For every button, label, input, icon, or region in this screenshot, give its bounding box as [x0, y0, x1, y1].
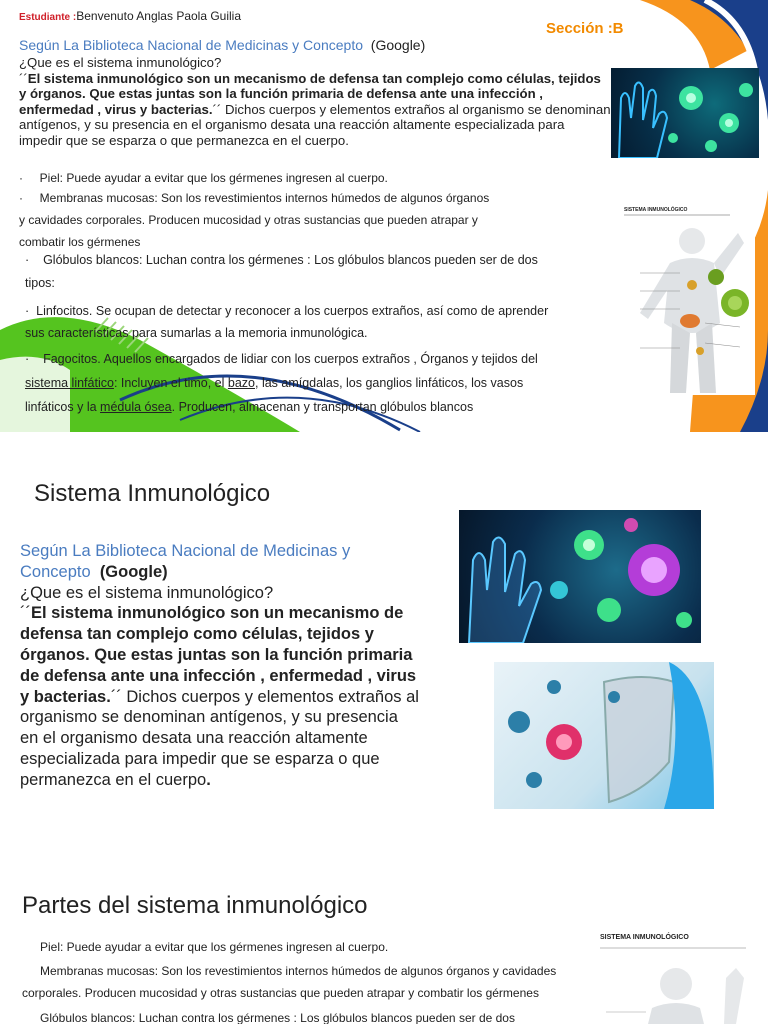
membranas-text-1: Membranas mucosas: Son los revestimientos internos húmedos de algunos órganos y cavidades [40, 964, 557, 978]
virus-image [459, 510, 701, 643]
slide-2-text [20, 541, 420, 791]
bullet-dot: · [19, 191, 23, 205]
body-illustration [596, 928, 756, 1024]
virus-illustration [611, 68, 759, 158]
slide-3-title: Partes del sistema inmunológico [22, 892, 368, 919]
membranas-text-1: Membranas mucosas: Son los revestimientos internos húmedos de algunos órganos [39, 191, 490, 205]
fagocitos-line-3 [25, 400, 473, 414]
fagocitos-text-1: Fagocitos. Aquellos encargados de lidiar con los cuerpos extraños , Órganos y tejidos del [43, 352, 538, 366]
fagocitos-text-3b: . Producen, almacenan y transportan glóbulos blancos [171, 400, 474, 414]
virus-image [611, 68, 759, 158]
student-label: Estudiante : [19, 12, 77, 23]
bullet-linfocitos [25, 304, 548, 318]
bullet-dot: · [25, 253, 30, 267]
source-google: (Google) [99, 562, 168, 581]
fagocitos-text-2a: : Incluyen el timo, el [113, 376, 225, 390]
piel-text: Piel: Puede ayudar a evitar que los gérmenes ingresen al cuerpo. [39, 171, 388, 185]
membranas-text-2: corporales. Producen mucosidad y otras sustancias que pueden atrapar y combatir los gérmenes [22, 986, 539, 1000]
fagocitos-text-3a: linfáticos y la [25, 400, 97, 414]
bullet-dot: · [25, 304, 30, 318]
linfocitos-text-1: Linfocitos. Se ocupan de detectar y reconocer a los cuerpos extraños, así como de aprender [36, 304, 549, 318]
source-link[interactable]: Según La Biblioteca Nacional de Medicinas y Concepto [19, 37, 363, 53]
membranas-text-2: y cavidades corporales. Producen mucosidad y otras sustancias que pueden atrapar y [19, 213, 478, 227]
definition-bold: El sistema inmunológico son un mecanismo de defensa tan complejo como células, tejidos y órganos. Que estas juntas son la función primaria de defensa ante una infección , enfermedad , virus y bacterias. [19, 70, 601, 117]
definition-rest: ´´ Dichos cuerpos y elementos extraños al organismo se denominan antígenos, y su presencia en el organismo desata una reacción altamente especializada para impedir que se esparza o que permanezca en el cuerpo. [19, 101, 611, 148]
bullet-dot: · [25, 352, 30, 366]
definition-block [19, 55, 611, 148]
slide-1 [0, 0, 768, 432]
fagocitos-text-2b: , las amígdalas, los ganglios linfáticos, los vasos [255, 376, 524, 390]
sistema-linfatico-link[interactable]: sistema linfático [25, 376, 114, 390]
source-link[interactable]: Según La Biblioteca Nacional de Medicinas y Concepto [20, 542, 351, 581]
diagram-title: SISTEMA INMUNOLÓGICO [624, 207, 688, 213]
source-line [19, 37, 425, 53]
quote-open: ´´ [19, 70, 28, 86]
bullet-membranas [19, 191, 489, 205]
bullet-globulos [25, 253, 538, 267]
linfocitos-text-2: sus características para sumarlas a la memoria inmunológica. [25, 326, 368, 340]
question: ¿Que es el sistema inmunológico? [20, 583, 274, 602]
section-label: Sección :B [546, 20, 624, 37]
virus-illustration [459, 510, 701, 643]
membranas-text-3: combatir los gérmenes [19, 235, 141, 249]
definition-end: . [206, 770, 211, 789]
globulos-text-1: Glóbulos blancos: Luchan contra los gérmenes : Los glóbulos blancos pueden ser de dos [40, 1011, 515, 1024]
globulos-text-2: tipos: [25, 276, 55, 290]
immune-system-diagram [596, 928, 756, 1024]
immune-system-diagram [620, 203, 755, 395]
bazo-link[interactable]: bazo [227, 376, 255, 390]
slide-2-title: Sistema Inmunológico [34, 480, 271, 507]
piel-text: Piel: Puede ayudar a evitar que los gérmenes ingresen al cuerpo. [40, 940, 389, 954]
slide-3 [0, 866, 768, 1024]
diagram-title: SISTEMA INMUNOLÓGICO [600, 934, 689, 941]
body-illustration [620, 203, 755, 395]
shield-illustration [494, 662, 714, 809]
shield-image [494, 662, 714, 809]
bullet-fagocitos [25, 352, 538, 366]
definition-bold: El sistema inmunológico son un mecanismo de defensa tan complejo como células, tejidos y órganos. Que estas juntas son la función primaria de defensa ante una infección , enfermedad , virus y bacterias. [20, 604, 417, 706]
quote-open: ´´ [20, 604, 31, 623]
student-line [19, 9, 241, 23]
student-name: Benvenuto Anglas Paola Guilia [76, 9, 242, 23]
definition-rest: ´´ Dichos cuerpos y elementos extraños al organismo se denominan antígenos, y su presencia en el organismo desata una reacción altamente especializada para impedir que se esparza o que permanezca en el cuerpo [20, 687, 419, 789]
source-google: (Google) [370, 37, 426, 53]
bullet-dot: · [19, 171, 23, 185]
fagocitos-line-2 [25, 376, 523, 390]
slide-2 [0, 447, 768, 852]
globulos-text-1: Glóbulos blancos: Luchan contra los gérmenes : Los glóbulos blancos pueden ser de dos [43, 253, 538, 267]
medula-link[interactable]: médula ósea [100, 400, 172, 414]
bullet-piel [19, 171, 388, 185]
question: ¿Que es el sistema inmunológico? [19, 55, 222, 70]
